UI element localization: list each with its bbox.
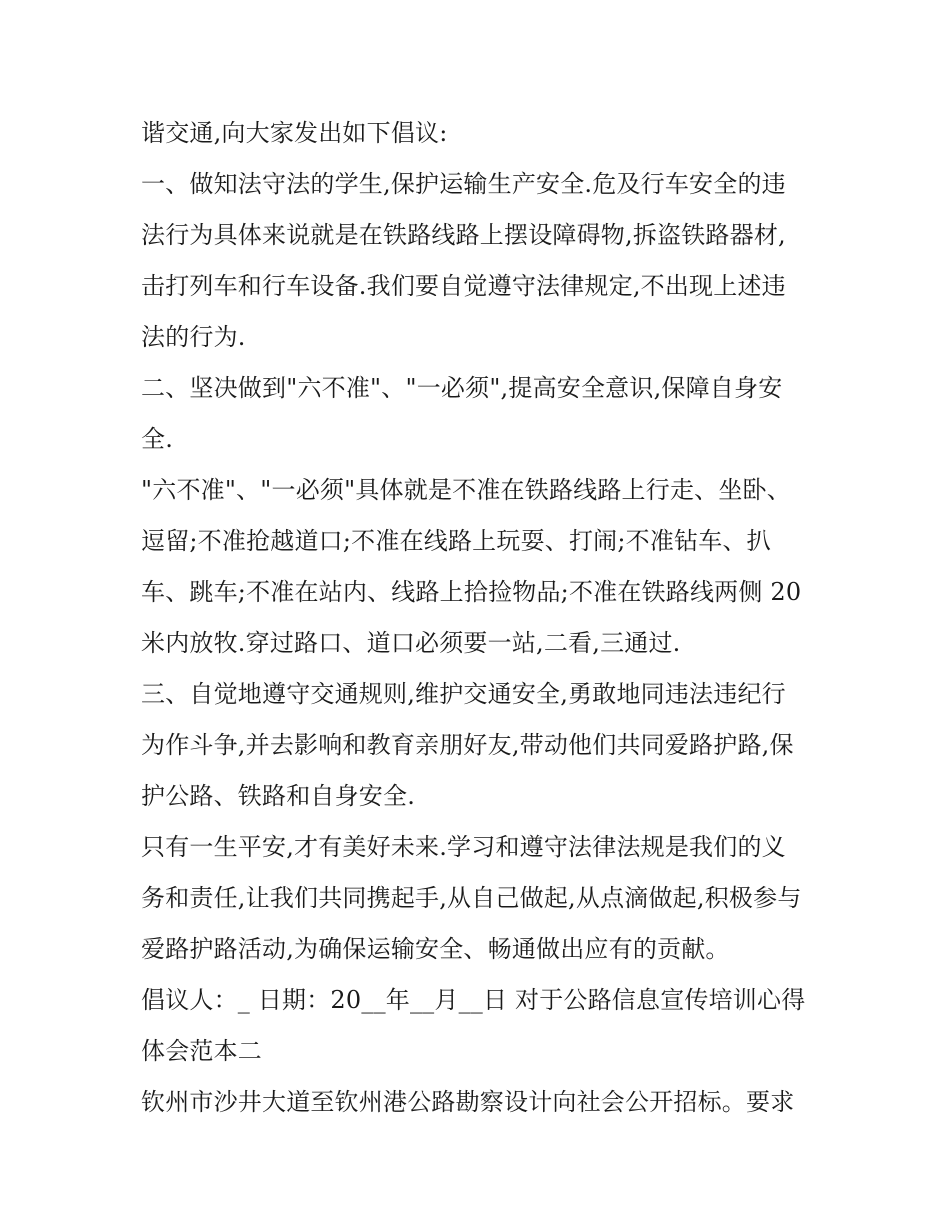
text-line-15: 只有一生平安,才有美好未来.学习和遵守法律法规是我们的义 <box>141 833 786 861</box>
text-line-9: 逗留;不准抢越道口;不准在线路上玩耍、打闹;不准钻车、扒 <box>141 527 771 555</box>
text-line-18: 倡议人：_ 日期：20__年__月__日 对于公路信息宣传培训心得 <box>141 986 806 1014</box>
text-line-14: 护公路、铁路和自身安全. <box>141 782 416 810</box>
text-line-19: 体会范本二 <box>141 1037 262 1065</box>
text-line-4: 击打列车和行车设备.我们要自觉遵守法律规定,不出现上述违 <box>141 272 786 300</box>
text-line-11: 米内放牧.穿过路口、道口必须要一站,二看,三通过. <box>141 629 681 657</box>
text-line-17: 爱路护路活动,为确保运输安全、畅通做出应有的贡献。 <box>141 935 730 963</box>
text-line-20: 钦州市沙井大道至钦州港公路勘察设计向社会公开招标。要求 <box>141 1088 795 1116</box>
text-line-13: 为作斗争,并去影响和教育亲朋好友,带动他们共同爱路护路,保 <box>141 731 794 759</box>
text-line-10: 车、跳车;不准在站内、线路上拾捡物品;不准在铁路线两侧 20 <box>141 578 802 606</box>
text-line-2: 一、做知法守法的学生,保护运输生产安全.危及行车安全的违 <box>141 170 786 198</box>
text-line-7: 全. <box>141 425 174 453</box>
text-line-1: 谐交通,向大家发出如下倡议: <box>141 119 448 147</box>
document-body <box>141 108 831 1128</box>
text-line-6: 二、坚决做到"六不准"、"一必须",提高安全意识,保障自身安 <box>141 374 783 402</box>
text-line-5: 法的行为. <box>141 323 246 351</box>
text-line-3: 法行为具体来说就是在铁路线路上摆设障碍物,拆盗铁路器材, <box>141 221 786 249</box>
text-line-8: "六不准"、"一必须"具体就是不准在铁路线路上行走、坐卧、 <box>141 476 791 504</box>
text-line-16: 务和责任,让我们共同携起手,从自己做起,从点滴做起,积极参与 <box>141 884 802 912</box>
text-line-12: 三、自觉地遵守交通规则,维护交通安全,勇敢地同违法违纪行 <box>141 680 786 708</box>
